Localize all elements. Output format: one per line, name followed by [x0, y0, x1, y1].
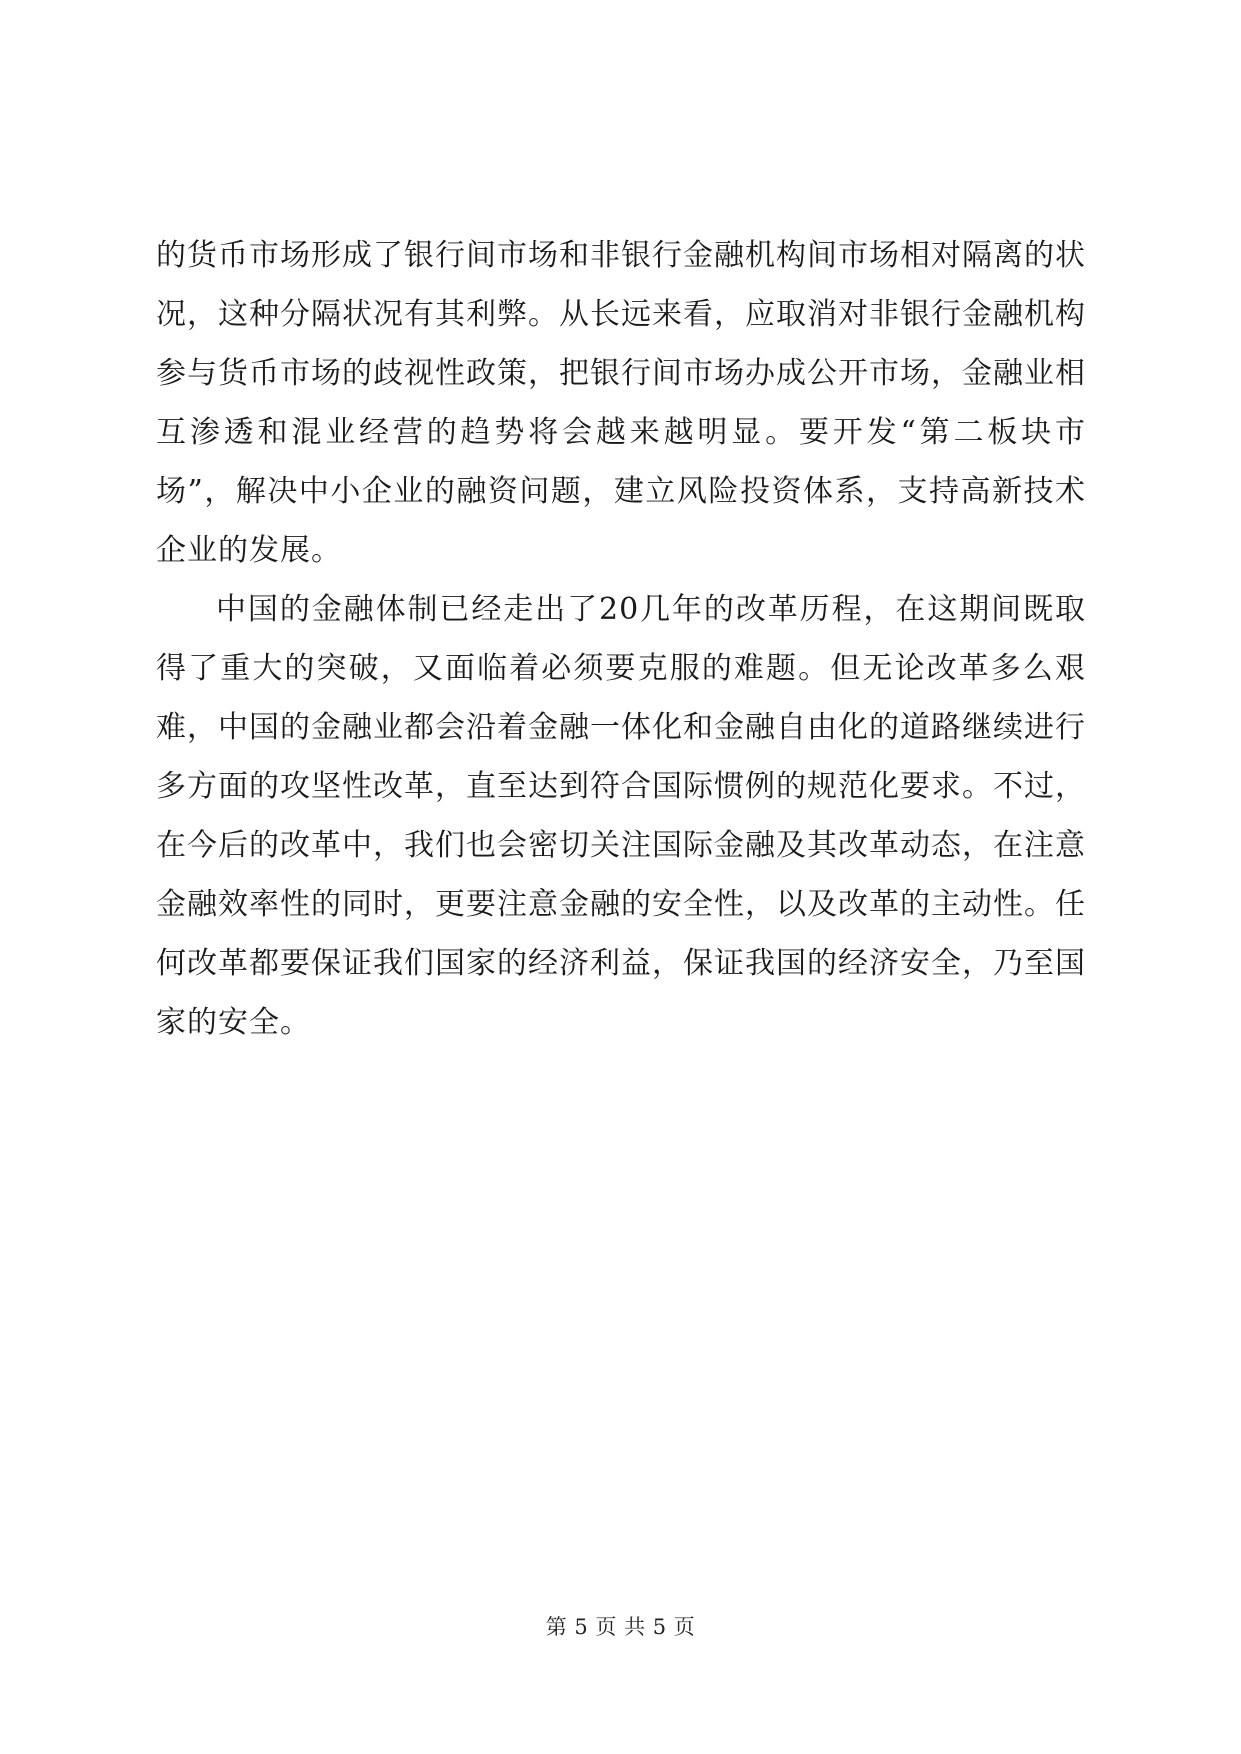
page-footer: 第 5 页 共 5 页 — [545, 1615, 696, 1639]
body-text — [156, 226, 1086, 1052]
paragraph-1: 的货币市场形成了银行间市场和非银行金融机构间市场相对隔离的状况，这种分隔状况有其利弊。从长远来看，应取消对非银行金融机构参与货币市场的歧视性政策，把银行间市场办成公开市场，金融业相互渗透和混业经营的趋势将会越来越明显。要开发“第二板块市场”，解决中小企业的融资问题，建立风险投资体系，支持高新技术企业的发展。 — [156, 238, 1086, 568]
paragraph-2: 中国的金融体制已经走出了20几年的改革历程，在这期间既取得了重大的突破，又面临着必须要克服的难题。但无论改革多么艰难，中国的金融业都会沿着金融一体化和金融自由化的道路继续进行多方面的攻坚性改革，直至达到符合国际惯例的规范化要求。不过，在今后的改革中，我们也会密切关注国际金融及其改革动态，在注意金融效率性的同时，更要注意金融的安全性，以及改革的主动性。任何改革都要保证我们国家的经济利益，保证我国的经济安全，乃至国家的安全。 — [156, 592, 1086, 1040]
